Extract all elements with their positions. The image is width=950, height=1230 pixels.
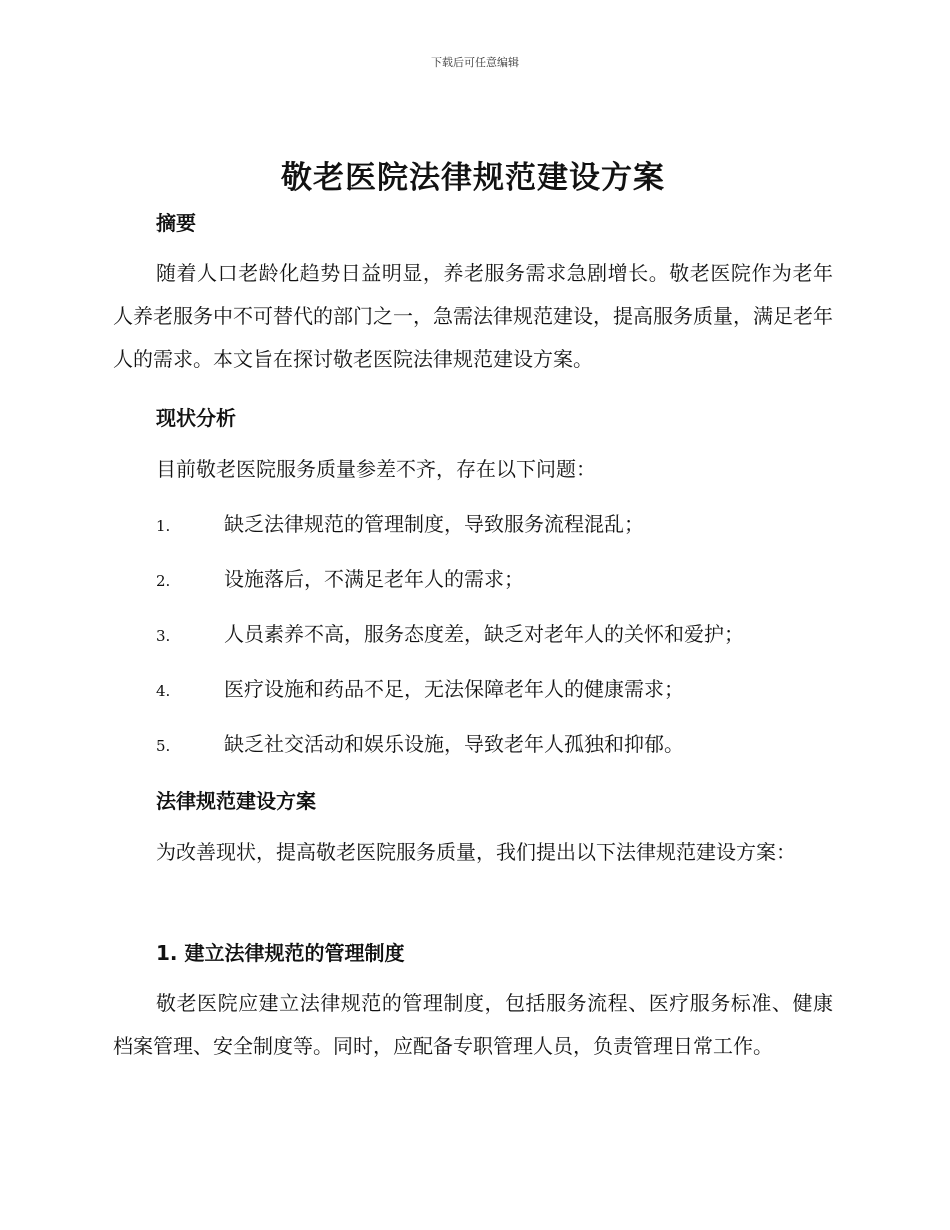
list-item (156, 730, 836, 760)
list-item-number: 4. (156, 682, 171, 700)
list-item-text: 设施落后，不满足老年人的需求； (224, 567, 524, 591)
list-item-text: 缺乏法律规范的管理制度，导致服务流程混乱； (224, 512, 644, 536)
list-item-number: 3. (156, 627, 171, 645)
abstract-heading: 摘要 (156, 211, 196, 235)
list-item-text: 医疗设施和药品不足，无法保障老年人的健康需求； (224, 677, 684, 701)
plan-heading: 法律规范建设方案 (156, 789, 316, 813)
list-item-text: 缺乏社交活动和娱乐设施，导致老年人孤独和抑郁。 (224, 732, 684, 756)
list-item-number: 5. (156, 737, 171, 755)
status-heading: 现状分析 (156, 406, 236, 430)
list-item-number: 1. (156, 517, 171, 535)
section-1-heading: 1. 建立法律规范的管理制度 (156, 941, 405, 965)
list-item-number: 2. (156, 572, 171, 590)
plan-intro: 为改善现状，提高敬老医院服务质量，我们提出以下法律规范建设方案： (156, 840, 796, 864)
list-item (156, 675, 836, 705)
list-item (156, 565, 836, 595)
list-item (156, 510, 836, 540)
header-note: 下载后可任意编辑 (431, 56, 519, 69)
document-title: 敬老医院法律规范建设方案 (281, 160, 665, 196)
list-item-text: 人员素养不高，服务态度差，缺乏对老年人的关怀和爱护； (224, 622, 744, 646)
list-item (156, 620, 836, 650)
section-1-paragraph: 敬老医院应建立法律规范的管理制度，包括服务流程、医疗服务标准、健康档案管理、安全制度等。同时，应配备专职管理人员，负责管理日常工作。 (113, 991, 833, 1058)
status-intro: 目前敬老医院服务质量参差不齐，存在以下问题： (156, 457, 596, 481)
abstract-paragraph: 随着人口老龄化趋势日益明显，养老服务需求急剧增长。敬老医院作为老年人养老服务中不可替代的部门之一，急需法律规范建设，提高服务质量，满足老年人的需求。本文旨在探讨敬老医院法律规范建设方案。 (113, 261, 833, 371)
